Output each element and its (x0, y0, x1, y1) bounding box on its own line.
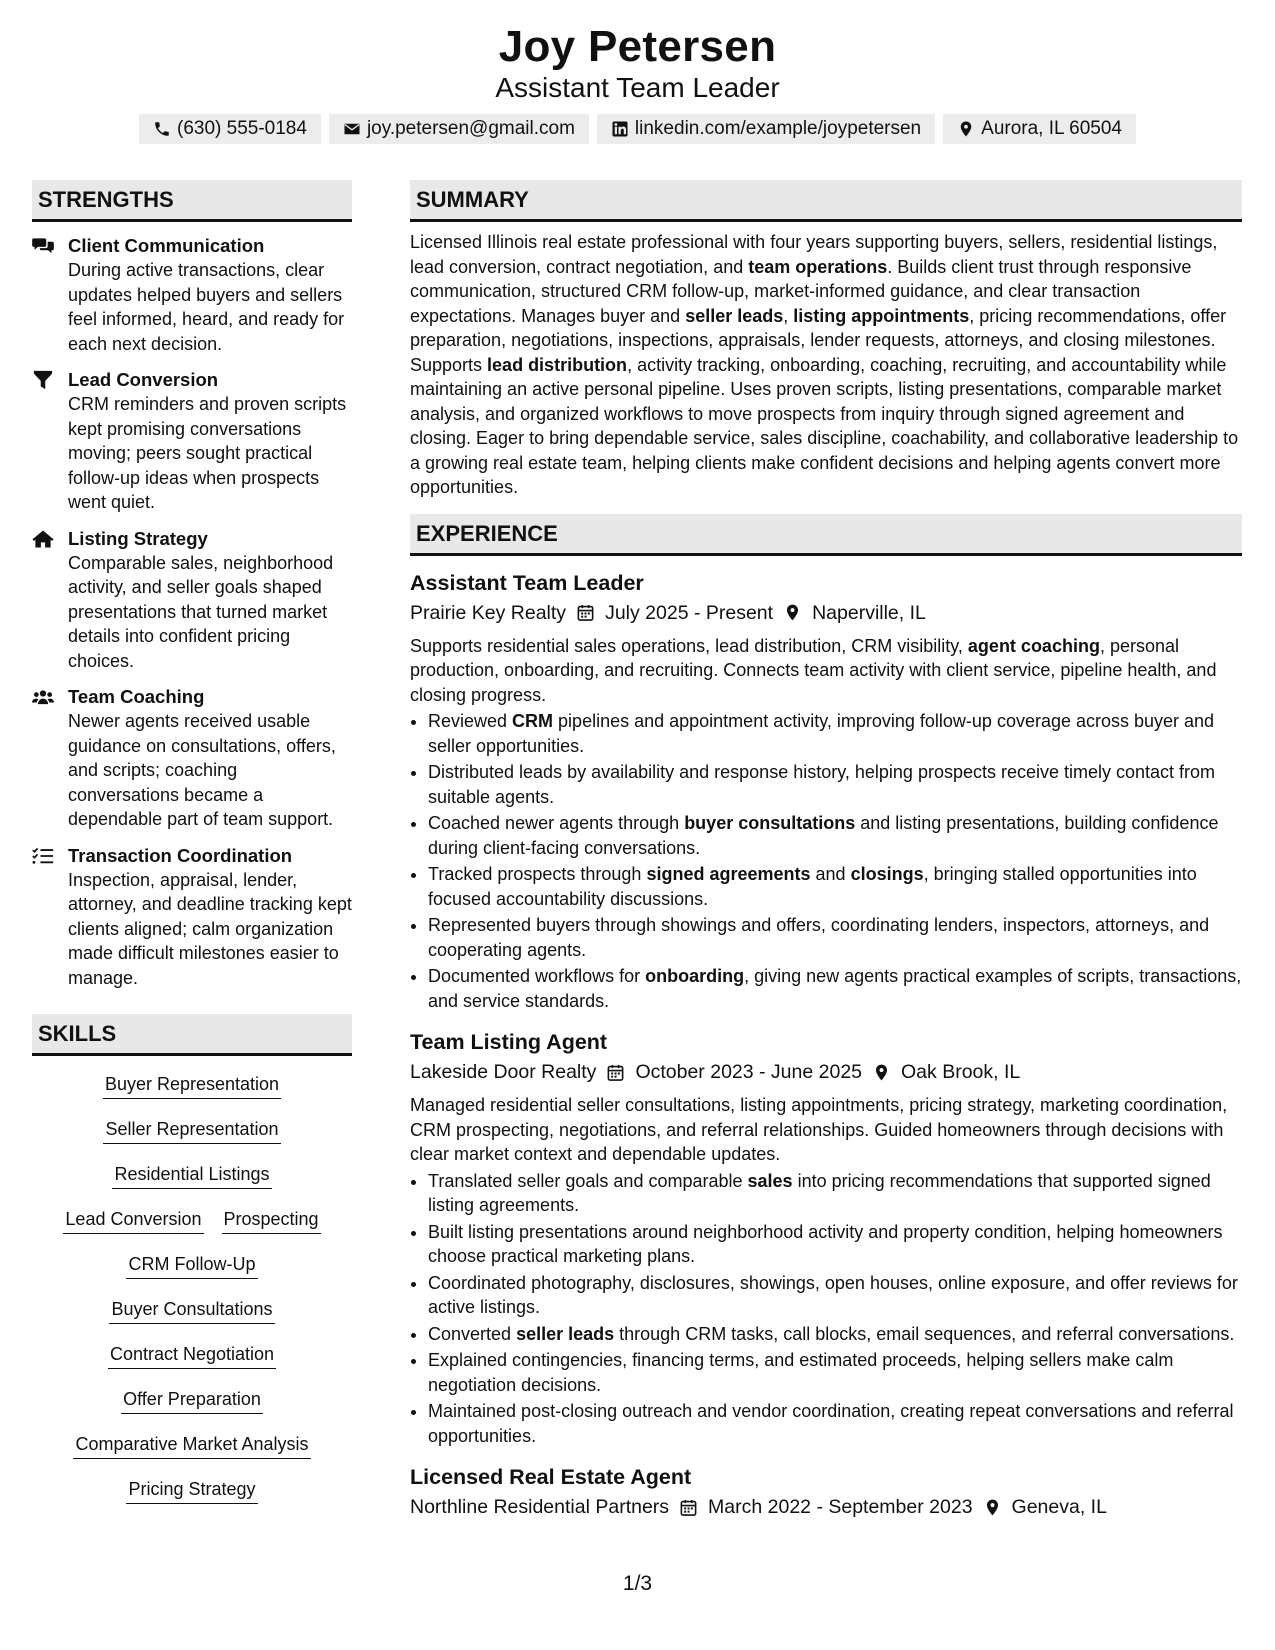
strength-item (32, 527, 352, 674)
experience-heading: EXPERIENCE (410, 514, 1242, 556)
summary-heading: SUMMARY (410, 180, 1242, 222)
strength-description: Newer agents received usable guidance on consultations, offers, and scripts; coaching conversations became a dependable part of team support. (68, 711, 336, 829)
job-meta (410, 598, 1242, 628)
strength-description: During active transactions, clear updates helped buyers and sellers feel informed, heard, and ready for each next decision. (68, 260, 345, 354)
contact-text: joy.petersen@gmail.com (366, 118, 575, 139)
job-dates: October 2023 - June 2025 (635, 1061, 863, 1083)
strength-title: Team Coaching (68, 686, 205, 707)
job-description: Supports residential sales operations, lead distribution, CRM visibility, agent coaching, personal production, onboarding, and recruiting. Connects team activity with client service, pipeline health, and closing progress. (410, 635, 1217, 705)
strength-item (32, 368, 352, 515)
skill-tag: Lead Conversion (63, 1207, 203, 1234)
map-pin-icon (983, 1498, 1002, 1517)
summary-text: Licensed Illinois real estate professional with four years supporting buyers, sellers, residential listings, lead conversion, contract negotiation, and team operations. Builds client trust through responsive communication, structured CRM follow-up, market-informed guidance, and clear transaction expectations. Manages buyer and seller leads, listing appointments, pricing recommendations, offer preparation, negotiations, inspections, appraisals, lender requests, attorneys, and closing milestones. Supports lead distribution, activity tracking, onboarding, coaching, recruiting, and accountability while maintaining an active personal pipeline. Uses proven scripts, listing presentations, comparable market analysis, and organized workflows to move prospects from inquiry through signed agreement and closing. Eager to bring dependable service, sales discipline, coachability, and collaborative leadership to a growing real estate team, helping clients make confident decisions and helping agents convert more opportunities. (410, 232, 1239, 497)
strength-item (32, 685, 352, 832)
calendar-icon (606, 1063, 625, 1082)
company-name: Lakeside Door Realty (410, 1061, 597, 1083)
skills-row (32, 1477, 352, 1504)
job-title: Assistant Team Leader (410, 570, 644, 595)
job-bullets (410, 1169, 1242, 1449)
strength-title: Listing Strategy (68, 527, 208, 549)
phone-icon (153, 120, 171, 138)
contact-item (943, 114, 1136, 144)
experience-list (410, 568, 1242, 1523)
list-item: • Tracked prospects through signed agreements and closings, bringing stalled opportunities into focused accountability discussions. (428, 862, 1242, 911)
skill-tag: Comparative Market Analysis (73, 1432, 310, 1459)
skill-tag: Prospecting (222, 1207, 321, 1234)
job-entry (410, 1027, 1242, 1448)
skills-list (32, 1072, 352, 1504)
linkedin-icon (611, 120, 629, 138)
list-item: • Built listing presentations around neighborhood activity and property condition, helping homeowners choose practical marketing plans. (428, 1220, 1242, 1269)
list-item: • Represented buyers through showings and offers, coordinating lenders, inspectors, attorneys, and cooperating agents. (428, 913, 1242, 962)
map-pin-icon (872, 1063, 891, 1082)
strength-description: CRM reminders and proven scripts kept promising conversations moving; peers sought practical follow-up ideas when prospects went quiet. (68, 394, 347, 512)
skill-tag: Seller Representation (103, 1117, 280, 1144)
skills-row (32, 1432, 352, 1459)
job-dates: March 2022 - September 2023 (708, 1496, 973, 1518)
company-name: Northline Residential Partners (410, 1496, 670, 1518)
strength-title: Transaction Coordination (68, 844, 293, 866)
list-item: • Explained contingencies, financing terms, and estimated proceeds, helping sellers make calm negotiation decisions. (428, 1348, 1242, 1397)
skills-row (32, 1207, 352, 1234)
skill-tag: Offer Preparation (121, 1387, 263, 1414)
candidate-title: Assistant Team Leader (495, 72, 780, 103)
calendar-icon (679, 1498, 698, 1517)
job-entry (410, 1462, 1242, 1522)
skills-row (32, 1117, 352, 1144)
company-name: Prairie Key Realty (410, 601, 567, 624)
job-location: Naperville, IL (812, 601, 926, 624)
strength-item (32, 234, 352, 356)
strength-item (32, 844, 352, 991)
skills-row (32, 1162, 352, 1189)
list-item: • Translated seller goals and comparable sales into pricing recommendations that supported signed listing agreements. (428, 1169, 1242, 1218)
list-item: • Coached newer agents through buyer consultations and listing presentations, building confidence during client-facing conversations. (428, 811, 1242, 860)
job-description: Managed residential seller consultations, listing appointments, pricing strategy, marketing coordination, CRM prospecting, negotiations, and referral relationships. Guided homeowners through decisions with clear market context and dependable updates. (410, 1095, 1228, 1164)
strength-title: Client Communication (68, 235, 265, 256)
list-item: • Maintained post-closing outreach and vendor coordination, creating repeat conversations and referral opportunities. (428, 1399, 1242, 1448)
chat-bubbles-icon (32, 234, 56, 356)
contact-text: linkedin.com/example/joypetersen (634, 118, 922, 139)
contact-text: Aurora, IL 60504 (981, 118, 1122, 139)
skills-row (32, 1342, 352, 1369)
page-number: 1/3 (622, 1572, 653, 1595)
skills-row (32, 1072, 352, 1099)
skill-tag: CRM Follow-Up (126, 1252, 257, 1279)
contact-item (139, 114, 321, 144)
skill-tag: Buyer Representation (103, 1072, 281, 1099)
list-item: • Reviewed CRM pipelines and appointment activity, improving follow-up coverage across buyer and seller opportunities. (428, 709, 1242, 758)
skills-row (32, 1387, 352, 1414)
map-pin-icon (783, 603, 802, 622)
left-column (32, 180, 352, 1522)
strength-title: Lead Conversion (68, 369, 219, 390)
skill-tag: Residential Listings (112, 1162, 271, 1189)
strengths-heading: STRENGTHS (32, 180, 352, 222)
skills-row (32, 1297, 352, 1324)
list-item: • Documented workflows for onboarding, giving new agents practical examples of scripts, transactions, and service standards. (428, 964, 1242, 1013)
skill-tag: Buyer Consultations (109, 1297, 274, 1324)
checklist-icon (32, 844, 56, 991)
skill-tag: Pricing Strategy (126, 1477, 257, 1504)
calendar-icon (576, 603, 595, 622)
funnel-icon (32, 368, 56, 515)
skill-tag: Contract Negotiation (108, 1342, 276, 1369)
candidate-name: Joy Petersen (498, 22, 777, 71)
skills-heading: SKILLS (32, 1014, 352, 1056)
job-meta (410, 1057, 1242, 1087)
job-title: Licensed Real Estate Agent (410, 1465, 692, 1489)
job-bullets (410, 709, 1242, 1013)
list-item: • Distributed leads by availability and response history, helping prospects receive timely contact from suitable agents. (428, 760, 1242, 809)
envelope-icon (343, 120, 361, 138)
list-item: • Coordinated photography, disclosures, showings, open houses, online exposure, and offer reviews for active listings. (428, 1271, 1242, 1320)
job-entry (410, 568, 1242, 1014)
contact-item (329, 114, 589, 144)
strengths-list (32, 234, 352, 990)
job-location: Oak Brook, IL (901, 1061, 1021, 1083)
job-dates: July 2025 - Present (605, 601, 774, 624)
map-pin-icon (957, 120, 975, 138)
job-location: Geneva, IL (1011, 1496, 1107, 1518)
strength-description: Inspection, appraisal, lender, attorney, and deadline tracking kept clients aligned; calm organization made difficult milestones easier to manage. (68, 869, 352, 988)
contact-text: (630) 555-0184 (177, 118, 307, 139)
contact-bar (0, 114, 1275, 144)
home-icon (32, 527, 56, 674)
job-meta (410, 1492, 1242, 1522)
skills-row (32, 1252, 352, 1279)
right-column (410, 180, 1242, 1528)
users-icon (32, 685, 56, 832)
list-item: • Converted seller leads through CRM tasks, call blocks, email sequences, and referral conversations. (428, 1322, 1242, 1347)
job-title: Team Listing Agent (410, 1030, 608, 1054)
strength-description: Comparable sales, neighborhood activity, and seller goals shaped presentations that turned market details into confident pricing choices. (68, 552, 334, 671)
contact-item (597, 114, 935, 144)
